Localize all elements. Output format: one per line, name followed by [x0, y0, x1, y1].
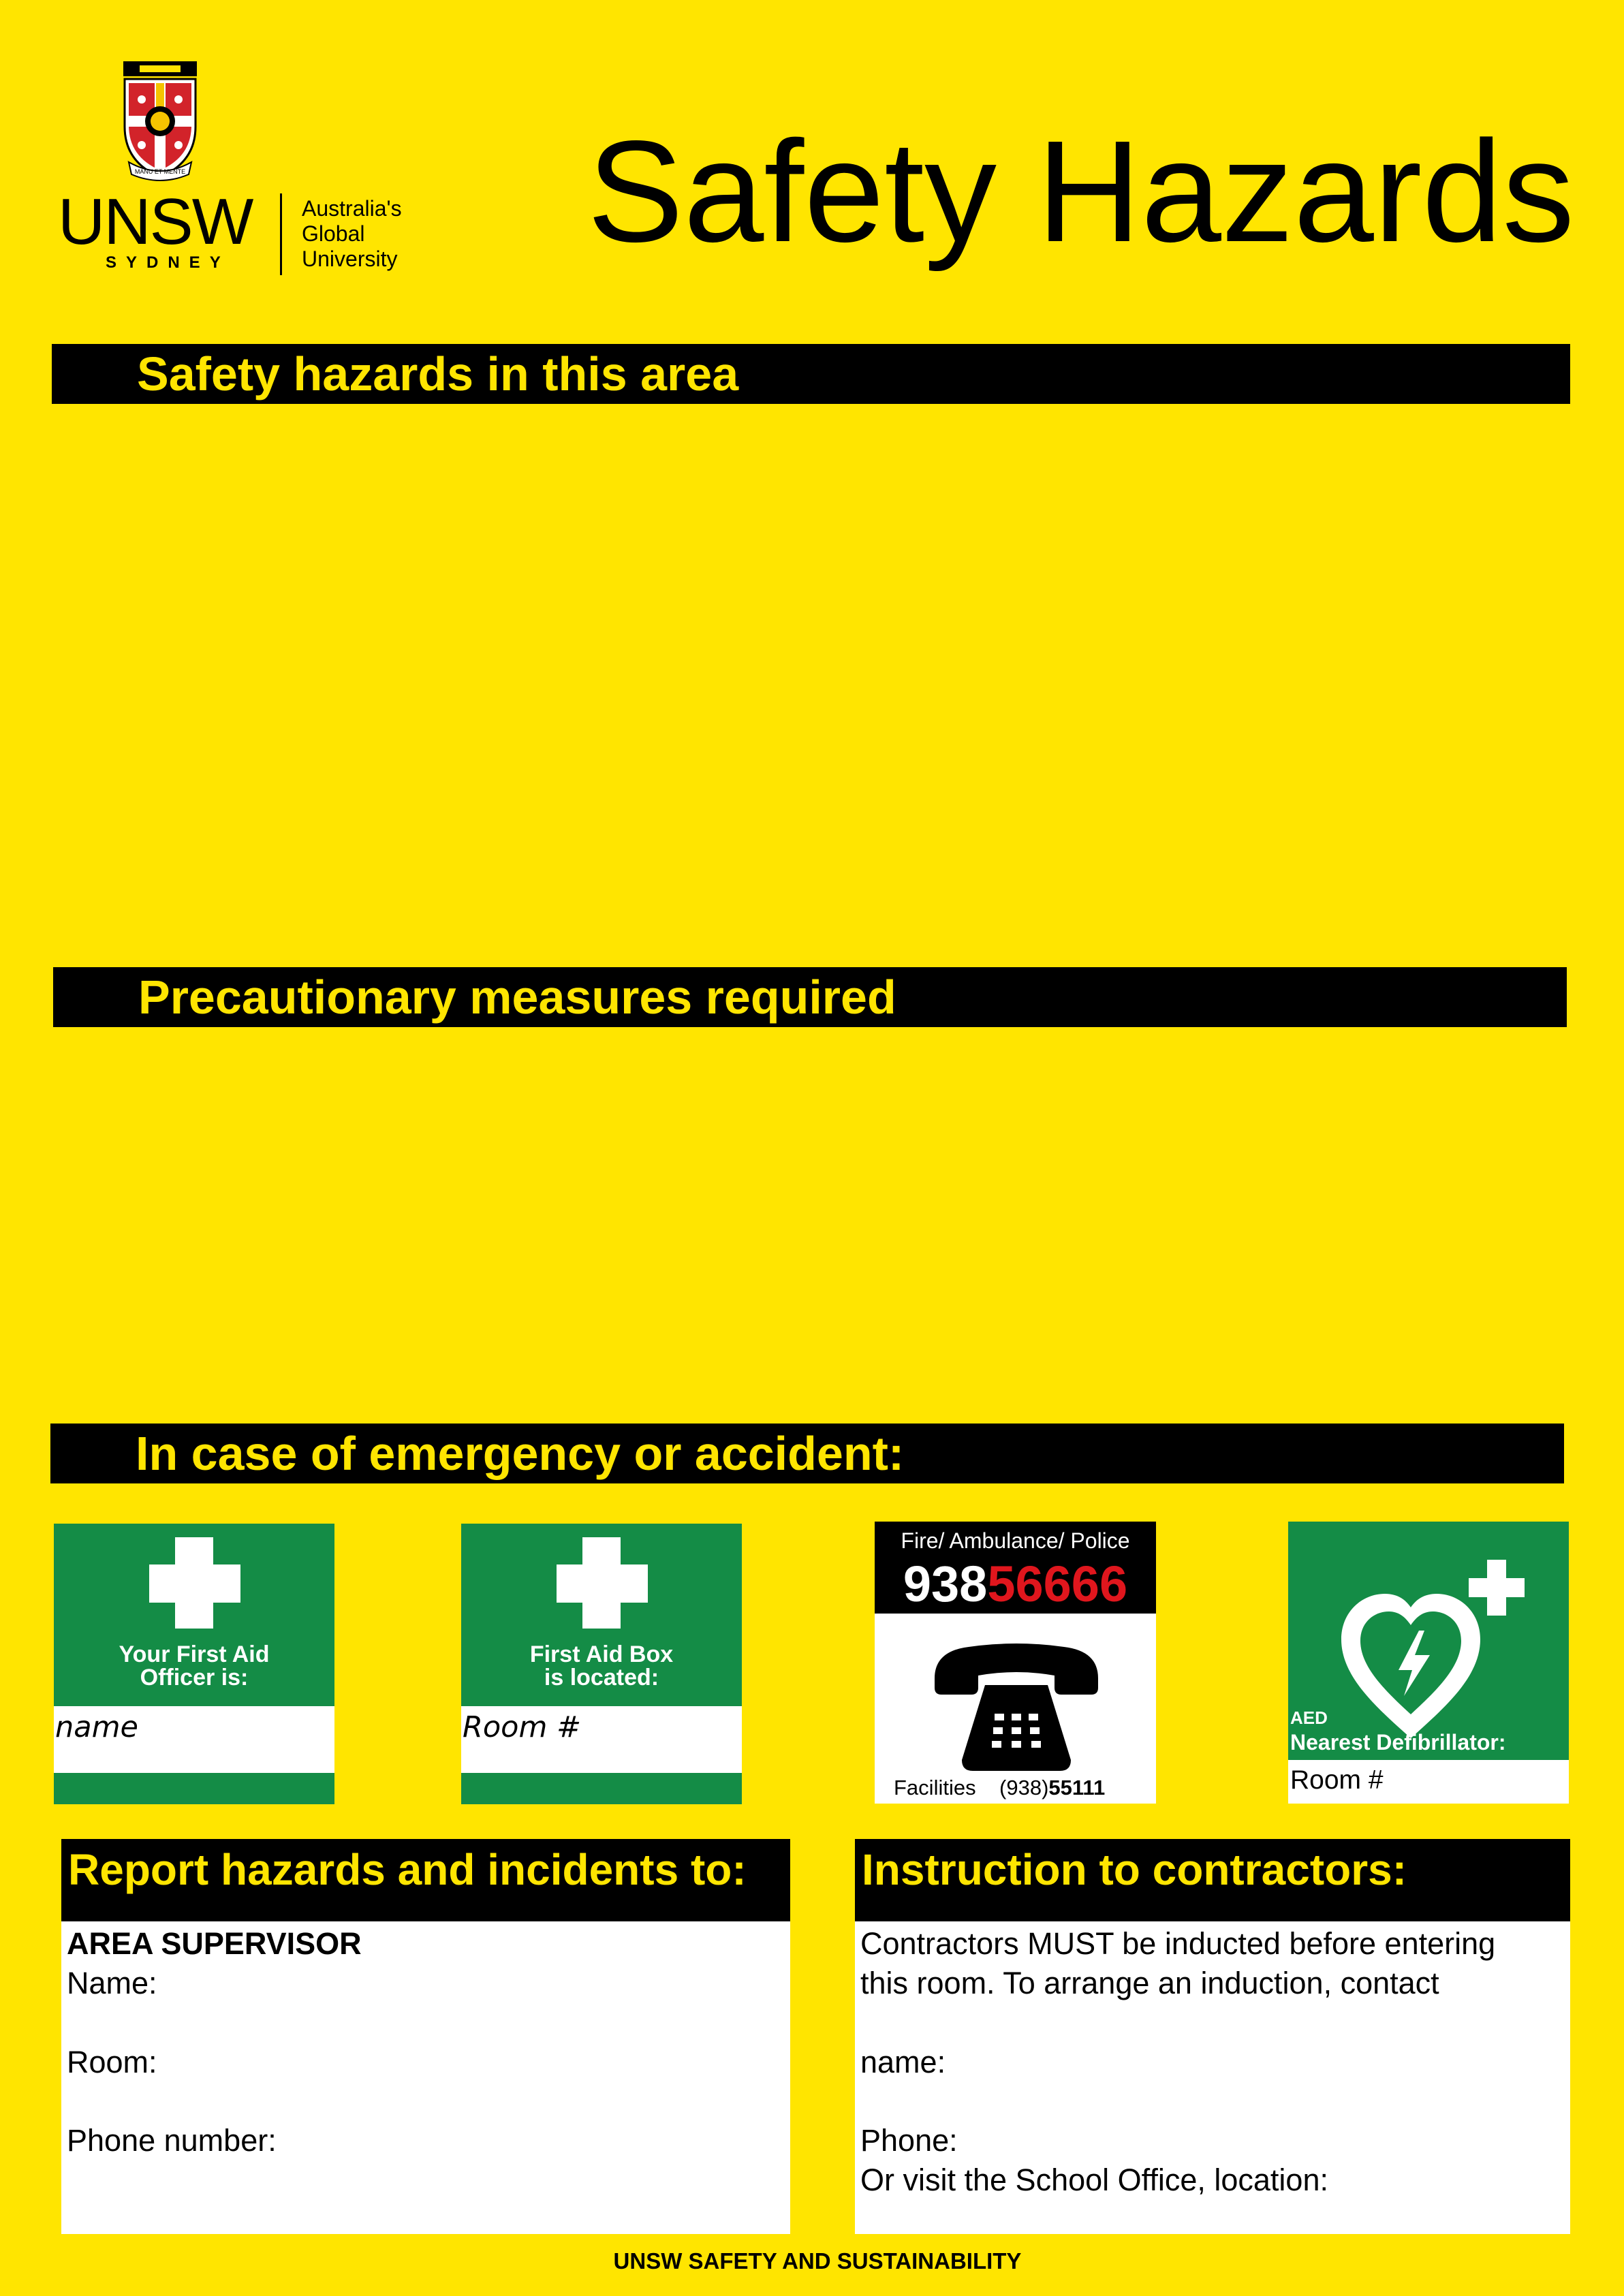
first-aid-box-room: Room # [463, 1710, 582, 1744]
defibrillator-card [1288, 1522, 1569, 1804]
contractor-instructions-box [855, 1839, 1570, 2234]
precautions-heading: Precautionary measures required [138, 971, 896, 1024]
school-office-location-label: Or visit the School Office, location: [860, 2163, 1328, 2197]
crest-motto: MANU ET MENTE [134, 168, 186, 175]
defibrillator-room: Room # [1290, 1765, 1384, 1795]
aed-label: AED [1290, 1708, 1328, 1728]
contractor-instructions-header [855, 1839, 1570, 1921]
contractor-instruction-line: this room. To arrange an induction, contact [860, 1966, 1439, 2000]
tagline-line: Global [302, 221, 365, 246]
aed-heart-icon [1336, 1554, 1540, 1742]
unsw-city: SYDNEY [106, 253, 230, 272]
unsw-crest-icon [119, 60, 201, 183]
supervisor-room-label: Room: [67, 2045, 157, 2079]
supervisor-name-label: Name: [67, 1966, 157, 2000]
emergency-heading: In case of emergency or accident: [136, 1427, 905, 1480]
emergency-phone-number: 93856666 [903, 1556, 1128, 1612]
report-hazards-header [61, 1839, 790, 1921]
tagline-line: University [302, 247, 398, 271]
page-title: Safety Hazards [587, 110, 1575, 272]
supervisor-phone-label: Phone number: [67, 2123, 277, 2158]
facilities-phone: Facilities (938)55111 [894, 1776, 1106, 1799]
first-aid-officer-name: name [55, 1710, 138, 1744]
first-aid-officer-card [54, 1524, 334, 1804]
logo-tagline [302, 196, 402, 272]
unsw-logo [58, 60, 426, 278]
defibrillator-label: Nearest Defibrillator: [1290, 1730, 1506, 1755]
emergency-phone-card [875, 1522, 1156, 1804]
first-aid-officer-label: Your First Aid Officer is: [119, 1641, 270, 1690]
first-aid-officer-name-field[interactable] [54, 1706, 334, 1773]
first-aid-box-room-field[interactable] [461, 1706, 742, 1773]
contractor-contact-name-label: name: [860, 2045, 946, 2079]
emergency-section-bar [50, 1424, 1564, 1483]
contractor-instructions-heading: Instruction to contractors: [862, 1845, 1407, 1894]
hazards-section-bar [52, 344, 1570, 404]
report-hazards-heading: Report hazards and incidents to: [68, 1845, 747, 1894]
report-hazards-box [61, 1839, 790, 2234]
emergency-phone-header [875, 1522, 1156, 1614]
defibrillator-room-field[interactable] [1288, 1760, 1569, 1804]
logo-divider [280, 193, 282, 275]
hazards-heading: Safety hazards in this area [137, 347, 739, 400]
area-supervisor-label: AREA SUPERVISOR [67, 1926, 362, 1961]
first-aid-box-label: First Aid Box is located: [529, 1641, 674, 1690]
first-aid-box-card [461, 1524, 742, 1804]
tagline-line: Australia's [302, 196, 402, 221]
footer-label: UNSW SAFETY AND SUSTAINABILITY [613, 2248, 1022, 2274]
telephone-icon [928, 1637, 1105, 1774]
contractor-contact-phone-label: Phone: [860, 2123, 958, 2158]
contractor-instruction-line: Contractors MUST be inducted before entering [860, 1926, 1496, 1961]
precautions-section-bar [53, 967, 1567, 1027]
emergency-services-label: Fire/ Ambulance/ Police [901, 1528, 1130, 1553]
unsw-wordmark: UNSW [58, 185, 253, 258]
